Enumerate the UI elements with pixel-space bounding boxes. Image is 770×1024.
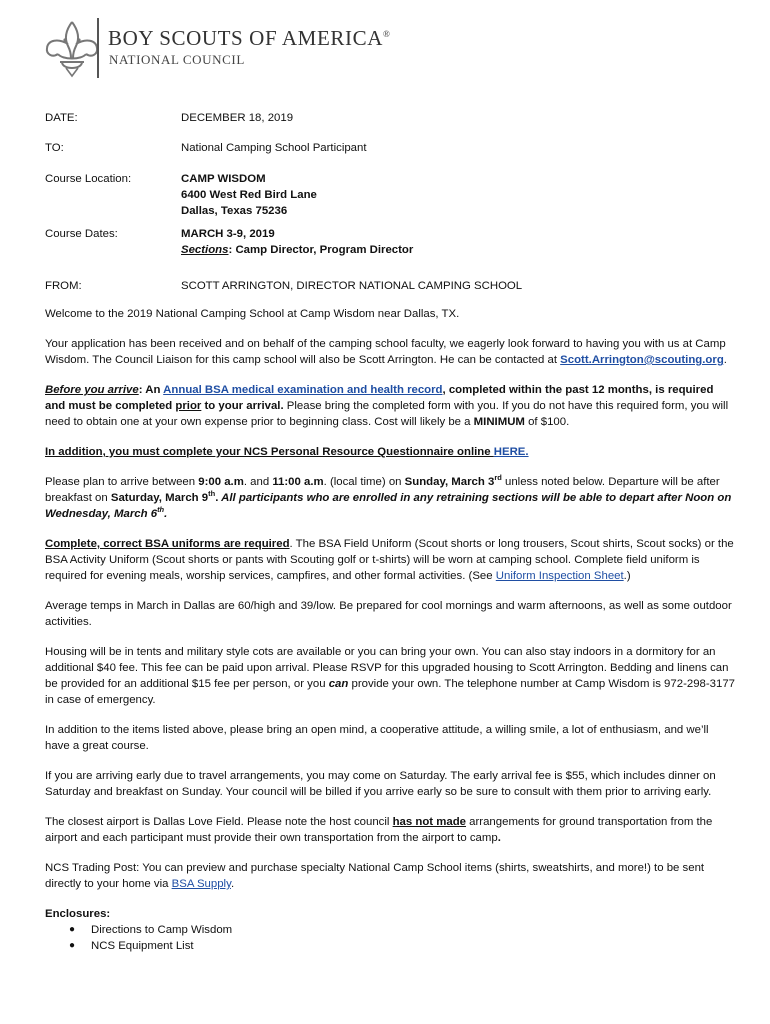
date-value: DECEMBER 18, 2019 [181,112,294,124]
airport-not-made: has not made [392,816,467,828]
temps-paragraph: Average temps in March in Dallas are 60/high and 39/low. Be prepared for cool mornings and warm afternoons, as well as some outdoor activities. [45,600,732,628]
arrive-text: . (local time) on [323,476,405,488]
retraining-sup: th [157,505,165,515]
logo-divider [97,18,99,78]
to-label: TO: [45,142,64,154]
from-label: FROM: [45,280,82,292]
period: . [723,354,727,366]
retraining-period: . [164,508,168,520]
org-name: BOY SCOUTS OF AMERICA® [108,26,391,50]
trading-text: NCS Trading Post: You can preview and purchase specialty National Camp School items (shirts, sweatshirts, and more!) to be sent directly to your home via [45,862,705,890]
airport-text: arrangements for ground transportation from the airport and each participant must provide their own transportation from the airport to camp [45,816,713,844]
uniform-paragraph [45,536,735,584]
trading-period: . [230,878,235,890]
airport-text: The closest airport is Dallas Love Field. Please note the host council [45,816,393,828]
arrive-text: . and [243,476,273,488]
from-value: SCOTT ARRINGTON, DIRECTOR NATIONAL CAMPING SCHOOL [181,280,523,292]
prior-word: prior [175,400,202,412]
before-arrive-label: Before you arrive [45,384,139,396]
location-value [181,171,317,219]
enclosure-text: NCS Equipment List [91,940,194,952]
depart-day: Saturday, March 9 [110,492,209,504]
retraining-text: All participants who are enrolled in any retraining sections will be able to depart after Noon on Wednesday, March 6 [45,492,732,520]
uniform-text: . The BSA Field Uniform (Scout shorts or long trousers, Scout shirts, Scout socks) or the BSA Activity Uniform (Scout shorts or pants with Scouting golf or t-shirts) will be worn at camping school. Complete field uniform is required for evening meals, worship services, campfires, and other formal activities. (See [45,538,734,582]
bsa-fleur-de-lis-logo [44,18,104,80]
trading-post-paragraph [45,860,735,892]
application-text: Your application has been received and on behalf of the camping school faculty, we eagerly look forward to having you with us at Camp Wisdom. The Council Liaison for this camp school will also be Scott Arrington. He can be contacted at [45,338,726,366]
sections-value: : Camp Director, Program Director [228,244,414,256]
bullet-icon: ● [69,924,76,935]
dates-text: MARCH 3-9, 2019 [181,228,275,240]
minimum-word: MINIMUM [473,416,525,428]
bsa-supply-link[interactable]: BSA Supply [171,878,231,890]
medical-after: , completed within the past 12 months, is required and must be completed [45,384,714,412]
dates-value [181,226,413,258]
dates-label: Course Dates: [45,228,118,240]
early-arrival-paragraph: If you are arriving early due to travel arrangements, you may come on Saturday. The early arrival fee is $55, which includes dinner on Saturday and breakfast on Sunday. Your council will be billed if you arrive early so be sure to consult with them prior to arriving early. [45,770,716,798]
to-arrival: to your arrival. [201,400,284,412]
medical-rest: Please bring the completed form with you. If you do not have this required form, you will need to obtain one at your own expense prior to beginning class. Cost will likely be a [45,400,729,428]
arrive-time-end: 11:00 a.m [272,476,324,488]
housing-text: Housing will be in tents and military style cots are available or you can bring your own. You can also stay indoors in a dormitory for an additional $40 fee. This fee can be paid upon arrival. Please RSVP for this upgraded housing to Scott Arrington. Bedding and linens can be provided for an additional $15 fee per person, or you [45,646,729,690]
list-item [69,922,735,938]
housing-can: can [328,678,349,690]
attitude-paragraph: In addition to the items listed above, please bring an open mind, a cooperative attitude, a willing smile, a lot of enthusiasm, and we’ll have a great course. [45,724,709,752]
questionnaire-here-link[interactable]: HERE. [493,446,529,458]
depart-period: . [215,492,219,504]
arrive-text: unless noted below. Departure will be after breakfast on [45,476,720,504]
enclosure-text: Directions to Camp Wisdom [91,924,233,936]
questionnaire-text: In addition, you must complete your NCS Personal Resource Questionnaire online [45,446,494,458]
arrival-paragraph [45,474,735,522]
enclosures-section [45,906,735,954]
arrive-day-sup: rd [494,473,502,483]
location-label: Course Location: [45,173,132,185]
minimum-rest: of $100. [524,416,570,428]
date-label: DATE: [45,112,78,124]
enclosures-label: Enclosures: [45,908,111,920]
questionnaire-paragraph [45,444,735,460]
org-subtitle: NATIONAL COUNCIL [109,52,245,67]
application-paragraph [45,336,735,368]
housing-paragraph [45,644,735,708]
location-line: 6400 West Red Bird Lane [181,189,317,201]
list-item [69,938,735,954]
housing-text: provide your own. The telephone number at Camp Wisdom is 972-298-3177 in case of emergency. [45,678,735,706]
before-an: : An [138,384,164,396]
location-line: CAMP WISDOM [181,173,266,185]
arrive-text: Please plan to arrive between [45,476,199,488]
sections-line [181,242,413,258]
location-line: Dallas, Texas 75236 [181,205,288,217]
enclosures-list [45,922,735,954]
welcome-paragraph: Welcome to the 2019 National Camping School at Camp Wisdom near Dallas, TX. [45,308,460,320]
before-arrive-paragraph [45,382,735,430]
arrive-time-start: 9:00 a.m [198,476,244,488]
to-value: National Camping School Participant [181,142,367,154]
airport-paragraph [45,814,735,846]
uniform-label: Complete, correct BSA uniforms are required [45,538,290,550]
medical-record-link[interactable]: Annual BSA medical examination and health record [163,384,443,396]
uniform-close: .) [623,570,631,582]
arrive-day: Sunday, March 3 [404,476,495,488]
uniform-inspection-link[interactable]: Uniform Inspection Sheet [495,570,624,582]
sections-label: Sections [181,244,229,256]
depart-day-sup: th [208,489,216,499]
letter-body [45,306,735,954]
airport-period: . [497,832,501,844]
email-link[interactable]: Scott.Arrington@scouting.org [560,354,724,366]
bullet-icon: ● [69,940,76,951]
